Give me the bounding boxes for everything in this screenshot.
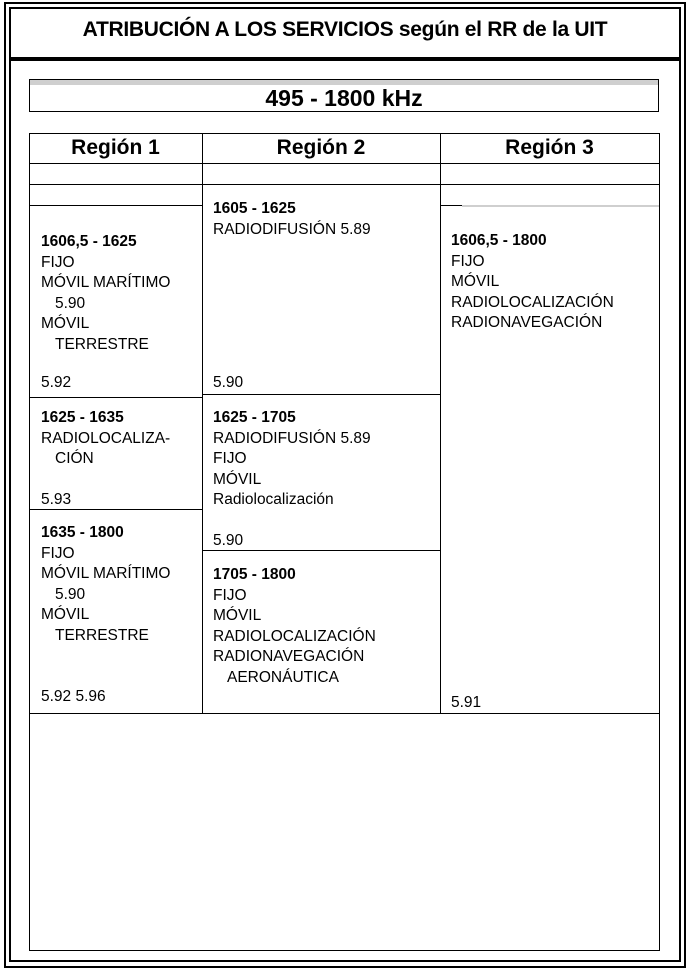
service-item: FIJO <box>213 586 247 604</box>
service-item: RADIONAVEGACIÓN <box>451 314 603 332</box>
region2-block-a-footnote: 5.90 <box>213 374 244 391</box>
band-range-label: 495 - 1800 kHz <box>265 85 423 111</box>
frequency-range: 1705 - 1800 <box>213 566 296 583</box>
service-item: TERRESTRE <box>55 335 149 353</box>
service-item: MÓVIL <box>41 606 90 624</box>
service-item: FIJO <box>451 252 485 270</box>
region2-block-a <box>213 199 371 240</box>
service-item: CIÓN <box>55 450 94 468</box>
frequency-range: 1625 - 1705 <box>213 409 296 426</box>
service-item: RADIOLOCALIZA- <box>41 429 171 447</box>
service-item: TERRESTRE <box>55 626 149 644</box>
frequency-range: 1606,5 - 1800 <box>451 232 547 249</box>
service-item: RADIOLOCALIZACIÓN <box>451 293 614 311</box>
region2-block-b-footnote: 5.90 <box>213 532 244 549</box>
service-item: RADIONAVEGACIÓN <box>213 648 365 666</box>
footnote-ref: 5.90 <box>55 294 86 312</box>
region1-block-b <box>41 408 170 470</box>
service-item: RADIODIFUSIÓN 5.89 <box>213 220 371 238</box>
region2-block-c <box>213 565 376 689</box>
service-item: RADIOLOCALIZACIÓN <box>213 627 376 645</box>
service-item: MÓVIL <box>213 470 262 488</box>
region3-block-a-footnote: 5.91 <box>451 694 482 711</box>
region2-block-b <box>213 408 371 511</box>
frequency-range: 1605 - 1625 <box>213 200 296 217</box>
service-item: MÓVIL <box>41 315 90 333</box>
service-item: Radiolocalización <box>213 491 334 509</box>
title-divider <box>11 57 679 61</box>
region1-block-a-footnote: 5.92 <box>41 374 72 391</box>
service-item: MÓVIL <box>213 607 262 625</box>
region1-block-c-footnote: 5.92 5.96 <box>41 688 106 705</box>
frequency-range: 1625 - 1635 <box>41 409 124 426</box>
header-region-2: Región 2 <box>276 136 366 159</box>
region3-block-a <box>451 231 614 334</box>
region1-block-b-footnote: 5.93 <box>41 491 72 508</box>
service-item: FIJO <box>41 253 75 271</box>
region1-block-a <box>41 232 170 356</box>
service-item: MÓVIL MARÍTIMO <box>41 274 171 292</box>
service-item: RADIODIFUSIÓN 5.89 <box>213 429 371 447</box>
service-item: FIJO <box>41 544 75 562</box>
service-item: MÓVIL MARÍTIMO <box>41 565 171 583</box>
service-item: FIJO <box>213 450 247 468</box>
footnote-ref: 5.90 <box>55 585 86 603</box>
frequency-range: 1606,5 - 1625 <box>41 233 137 250</box>
service-item: MÓVIL <box>451 273 500 291</box>
header-region-3: Región 3 <box>505 136 594 159</box>
frequency-range: 1635 - 1800 <box>41 524 124 541</box>
page-title: ATRIBUCIÓN A LOS SERVICIOS según el RR de la UIT <box>82 18 608 41</box>
service-item: AERONÁUTICA <box>227 668 339 686</box>
header-region-1: Región 1 <box>71 136 160 159</box>
region1-block-c <box>41 523 170 647</box>
